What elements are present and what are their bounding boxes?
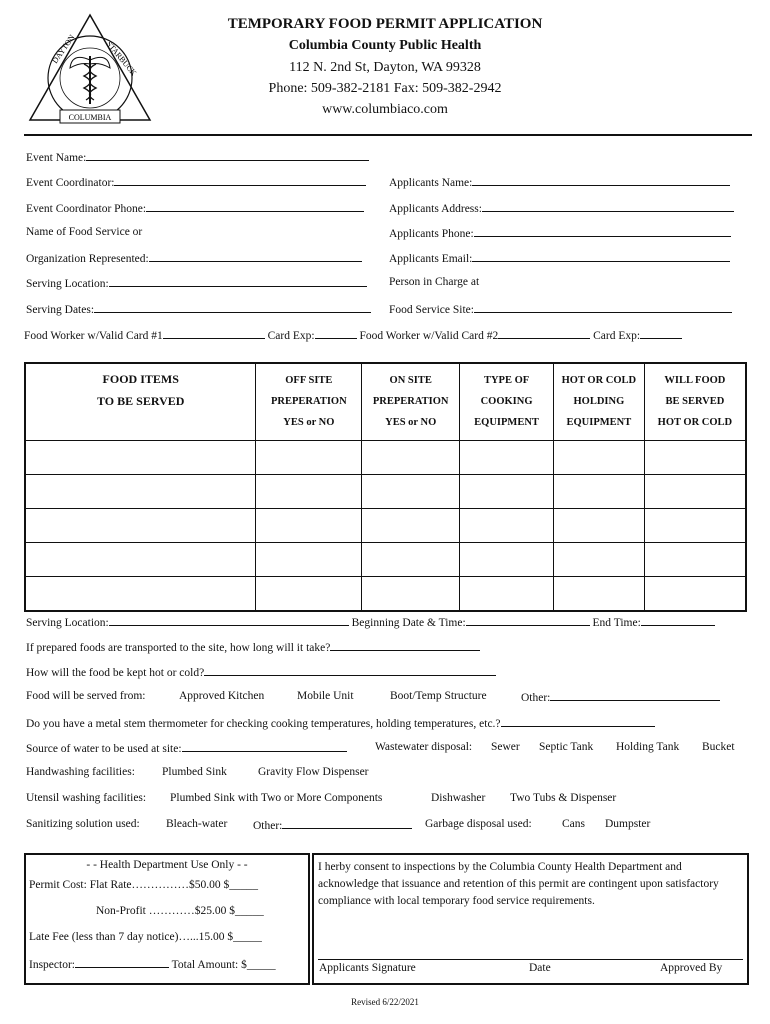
table-cell[interactable] <box>460 543 554 577</box>
approved-by-label: Approved By <box>660 962 723 974</box>
food-worker-2-label: Food Worker w/Valid Card #2 <box>359 330 499 342</box>
table-cell[interactable] <box>256 577 362 612</box>
card-exp-1-label: Card Exp: <box>267 330 315 342</box>
served-from-label: Food will be served from: <box>26 690 146 702</box>
col-food-items: FOOD ITEMS TO BE SERVED <box>25 363 256 441</box>
food-service-name-label: Name of Food Service or <box>26 226 143 238</box>
table-header-row <box>25 363 746 441</box>
food-service-site-label: Food Service Site: <box>389 304 474 316</box>
handwashing-label: Handwashing facilities: <box>26 766 135 778</box>
date-label: Date <box>529 962 551 974</box>
table-cell[interactable] <box>553 543 644 577</box>
col-on-site: ON SITE PREPERATION YES or NO <box>362 363 460 441</box>
table-cell[interactable] <box>460 441 554 475</box>
table-row <box>25 577 746 612</box>
col-off-site: OFF SITE PREPERATION YES or NO <box>256 363 362 441</box>
org-phone: Phone: 509-382-2181 Fax: 509-382-2942 <box>268 81 502 96</box>
table-cell[interactable] <box>362 509 460 543</box>
applicant-signature-label: Applicants Signature <box>319 962 416 974</box>
table-cell[interactable] <box>256 441 362 475</box>
serving-dates-label: Serving Dates: <box>26 304 95 316</box>
opt-sanitizing-other[interactable]: Other: <box>253 820 283 832</box>
logo-dayton-text: DAYTON <box>50 33 77 66</box>
end-time-field[interactable] <box>641 615 715 626</box>
opt-septic-tank[interactable]: Septic Tank <box>539 741 594 753</box>
food-items-table <box>24 362 747 612</box>
table-cell[interactable] <box>644 543 746 577</box>
table-row <box>25 441 746 475</box>
card-exp-1-field[interactable] <box>315 328 357 339</box>
hot-cold-field[interactable] <box>204 665 496 676</box>
org-represented-label: Organization Represented: <box>26 253 149 265</box>
opt-two-tubs-dispenser[interactable]: Two Tubs & Dispenser <box>510 792 617 804</box>
table-cell[interactable] <box>553 577 644 612</box>
card-exp-2-label: Card Exp: <box>593 330 641 342</box>
event-name-label: Event Name: <box>26 152 87 164</box>
event-coordinator-phone-label: Event Coordinator Phone: <box>26 203 147 215</box>
opt-bleach-water[interactable]: Bleach-water <box>166 818 228 830</box>
beginning-label: Beginning Date & Time: <box>351 617 466 629</box>
serving-dates-field[interactable] <box>94 302 371 313</box>
county-seal-logo <box>26 12 154 128</box>
table-cell[interactable] <box>256 475 362 509</box>
opt-dishwasher[interactable]: Dishwasher <box>431 792 486 804</box>
table-cell[interactable] <box>460 577 554 612</box>
table-cell[interactable] <box>25 543 256 577</box>
card-exp-2-field[interactable] <box>640 328 682 339</box>
applicants-name-field[interactable] <box>472 175 730 186</box>
event-name-field[interactable] <box>86 150 369 161</box>
org-address: 112 N. 2nd St, Dayton, WA 99328 <box>289 60 481 75</box>
food-worker-1-field[interactable] <box>163 328 265 339</box>
utensil-washing-label: Utensil washing facilities: <box>26 792 147 804</box>
table-cell[interactable] <box>460 509 554 543</box>
flat-rate-line: Permit Cost: Flat Rate……………$50.00 $_____ <box>29 879 259 891</box>
water-source-label: Source of water to be used at site: <box>26 743 182 755</box>
table-cell[interactable] <box>362 543 460 577</box>
table-cell[interactable] <box>362 577 460 612</box>
org-website: www.columbiaco.com <box>322 102 448 117</box>
table-cell[interactable] <box>25 441 256 475</box>
opt-bucket[interactable]: Bucket <box>702 741 735 753</box>
consent-text: I herby consent to inspections by the Columbia County Health Department and acknowledge that issuance and retention of this permit are contingent upon satisfactory compliance with local temporary food service requirements. <box>318 861 719 907</box>
table-cell[interactable] <box>644 509 746 543</box>
revision-date: Revised 6/22/2021 <box>351 997 419 1007</box>
food-service-site-field[interactable] <box>474 302 732 313</box>
table-cell[interactable] <box>644 475 746 509</box>
opt-dumpster[interactable]: Dumpster <box>605 818 651 830</box>
table-row <box>25 475 746 509</box>
col-holding-equipment: HOT OR COLD HOLDING EQUIPMENT <box>553 363 644 441</box>
table-cell[interactable] <box>553 475 644 509</box>
table-cell[interactable] <box>256 543 362 577</box>
opt-boot-temp-structure[interactable]: Boot/Temp Structure <box>390 690 487 702</box>
opt-mobile-unit[interactable]: Mobile Unit <box>297 690 354 702</box>
transport-question: If prepared foods are transported to the site, how long will it take? <box>26 642 331 654</box>
table-cell[interactable] <box>256 509 362 543</box>
header-rule <box>24 134 752 136</box>
table-cell[interactable] <box>25 577 256 612</box>
opt-other[interactable]: Other: <box>521 692 551 704</box>
logo-starbuck-text: STARBUCK <box>104 39 139 78</box>
sanitizing-label: Sanitizing solution used: <box>26 818 140 830</box>
inspector-field[interactable] <box>75 957 169 968</box>
water-source-field[interactable] <box>182 741 347 752</box>
hot-cold-question: How will the food be kept hot or cold? <box>26 667 205 679</box>
opt-cans[interactable]: Cans <box>562 818 585 830</box>
beginning-field[interactable] <box>466 615 590 626</box>
signature-line[interactable] <box>318 959 743 960</box>
non-profit-line: Non-Profit …………$25.00 $_____ <box>96 905 264 917</box>
serving-location-2-field[interactable] <box>109 615 349 626</box>
total-amount-line: Total Amount: $_____ <box>171 959 276 971</box>
table-cell[interactable] <box>362 475 460 509</box>
inspector-label: Inspector: <box>29 959 75 971</box>
event-coordinator-label: Event Coordinator: <box>26 177 115 189</box>
col-served-hot-cold: WILL FOOD BE SERVED HOT OR COLD <box>644 363 746 441</box>
table-cell[interactable] <box>553 441 644 475</box>
consent-box <box>312 853 749 985</box>
end-time-label: End Time: <box>592 617 641 629</box>
page-title: TEMPORARY FOOD PERMIT APPLICATION <box>227 16 543 32</box>
org-represented-field[interactable] <box>149 251 362 262</box>
table-cell[interactable] <box>644 441 746 475</box>
table-row <box>25 543 746 577</box>
applicants-name-label: Applicants Name: <box>389 177 473 189</box>
table-row <box>25 509 746 543</box>
opt-approved-kitchen[interactable]: Approved Kitchen <box>179 690 265 702</box>
thermometer-field[interactable] <box>501 716 655 727</box>
applicants-address-field[interactable] <box>482 201 734 212</box>
applicants-address-label: Applicants Address: <box>389 203 482 215</box>
thermometer-question: Do you have a metal stem thermometer for checking cooking temperatures, holding temperatures, etc.? <box>26 718 501 730</box>
table-cell[interactable] <box>553 509 644 543</box>
serving-location-2-label: Serving Location: <box>26 617 109 629</box>
applicants-phone-field[interactable] <box>474 226 731 237</box>
person-in-charge-label: Person in Charge at <box>389 276 480 288</box>
col-cooking-equipment: TYPE OF COOKING EQUIPMENT <box>460 363 554 441</box>
table-cell[interactable] <box>644 577 746 612</box>
opt-plumbed-sink-components[interactable]: Plumbed Sink with Two or More Components <box>170 792 383 804</box>
food-worker-2-field[interactable] <box>498 328 590 339</box>
other-served-field[interactable] <box>550 690 720 701</box>
transport-field[interactable] <box>330 640 480 651</box>
table-cell[interactable] <box>362 441 460 475</box>
opt-holding-tank[interactable]: Holding Tank <box>616 741 680 753</box>
food-worker-1-label: Food Worker w/Valid Card #1 <box>24 330 163 342</box>
org-name: Columbia County Public Health <box>288 38 482 53</box>
late-fee-line: Late Fee (less than 7 day notice)…...15.00 $_____ <box>29 931 262 943</box>
opt-gravity-flow-dispenser[interactable]: Gravity Flow Dispenser <box>258 766 369 778</box>
table-cell[interactable] <box>460 475 554 509</box>
event-coordinator-field[interactable] <box>114 175 366 186</box>
applicants-phone-label: Applicants Phone: <box>389 228 474 240</box>
table-cell[interactable] <box>25 475 256 509</box>
sanitizing-other-field[interactable] <box>282 818 412 829</box>
garbage-label: Garbage disposal used: <box>425 818 532 830</box>
health-box-title: - - Health Department Use Only - - <box>86 859 248 871</box>
applicants-email-field[interactable] <box>472 251 730 262</box>
table-cell[interactable] <box>25 509 256 543</box>
serving-location-label: Serving Location: <box>26 278 109 290</box>
opt-plumbed-sink[interactable]: Plumbed Sink <box>162 766 227 778</box>
applicants-email-label: Applicants Email: <box>389 253 473 265</box>
opt-sewer[interactable]: Sewer <box>491 741 520 753</box>
event-coordinator-phone-field[interactable] <box>146 201 364 212</box>
serving-location-field[interactable] <box>109 276 367 287</box>
wastewater-label: Wastewater disposal: <box>375 741 473 753</box>
logo-columbia-text: COLUMBIA <box>68 113 112 122</box>
health-department-box <box>24 853 310 985</box>
